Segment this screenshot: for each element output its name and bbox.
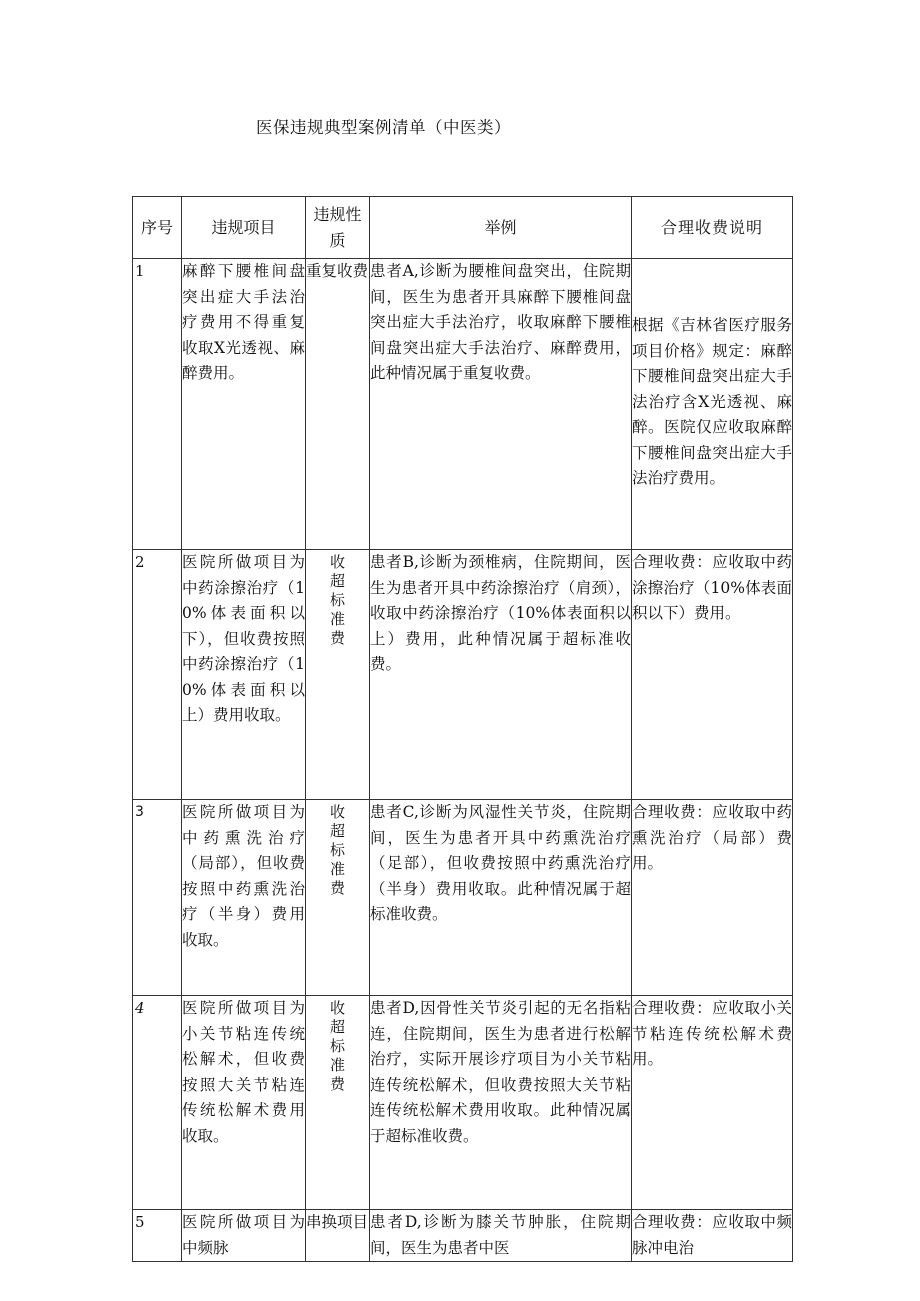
violation-nature: 重复收费 [306, 259, 370, 550]
nature-char: 超 [329, 822, 345, 840]
nature-char: 费 [329, 1075, 345, 1093]
nature-char: 标 [329, 591, 345, 609]
fee-explanation: 根据《吉林省医疗服务项目价格》规定：麻醉下腰椎间盘突出症大手法治疗含X光透视、麻醉。医院仅应收取麻醉下腰椎间盘突出症大手法治疗费用。 [632, 259, 793, 550]
nature-char: 准 [329, 610, 345, 628]
example-text: 患者D,因骨性关节炎引起的无名指粘连，住院期间，医生为患者进行松解治疗，实际开展诊疗项目为小关节粘连传统松解术，但收费按照大关节粘连传统松解术费用收取。此种情况属于超标准收费。 [370, 996, 632, 1210]
header-item: 违规项目 [182, 197, 306, 259]
header-no: 序号 [133, 197, 182, 259]
violation-nature [306, 800, 370, 996]
nature-vertical-text [306, 553, 369, 648]
nature-char: 超 [329, 1018, 345, 1036]
nature-vertical-text [306, 999, 369, 1094]
nature-char: 费 [329, 629, 345, 647]
document-title: 医保违规典型案例清单（中医类） [256, 118, 511, 137]
fee-explanation: 合理收费：应收取中频脉冲电治 [632, 1210, 793, 1262]
nature-char: 准 [329, 860, 345, 878]
row-number: 5 [133, 1210, 182, 1262]
table-row [133, 996, 793, 1210]
example-text: 患者C,诊断为风湿性关节炎，住院期间，医生为患者开具中药熏洗治疗（足部），但收费按照中药熏洗治疗（半身）费用收取。此种情况属于超标准收费。 [370, 800, 632, 996]
nature-char: 收 [329, 553, 345, 571]
fee-explanation: 合理收费：应收取中药熏洗治疗（局部）费用。 [632, 800, 793, 996]
fee-explanation: 合理收费：应收取中药涂擦治疗（10%体表面积以下）费用。 [632, 550, 793, 800]
nature-char: 费 [329, 879, 345, 897]
fee-explanation: 合理收费：应收取小关节粘连传统松解术费用。 [632, 996, 793, 1210]
violation-item: 医院所做项目为中药涂擦治疗（10%体表面积以下），但收费按照中药涂擦治疗（10%体表面积以上）费用收取。 [182, 550, 306, 800]
row-number: 2 [133, 550, 182, 800]
header-example: 举例 [370, 197, 632, 259]
nature-char: 标 [329, 841, 345, 859]
nature-char: 收 [329, 803, 345, 821]
nature-vertical-text [306, 803, 369, 898]
row-number: 1 [133, 259, 182, 550]
violation-item: 麻醉下腰椎间盘突出症大手法治疗费用不得重复收取X光透视、麻醉费用。 [182, 259, 306, 550]
violation-case-table [132, 196, 793, 1262]
table-row [133, 1210, 793, 1262]
row-number: 4 [133, 996, 182, 1210]
table-row [133, 550, 793, 800]
example-text: 患者D,诊断为膝关节肿胀，住院期间，医生为患者中医 [370, 1210, 632, 1262]
nature-char: 标 [329, 1037, 345, 1055]
header-explain: 合理收费说明 [632, 197, 793, 259]
violation-item: 医院所做项目为中药熏洗治疗（局部），但收费按照中药熏洗治疗（半身）费用收取。 [182, 800, 306, 996]
table-row [133, 259, 793, 550]
header-nature: 违规性质 [306, 197, 370, 259]
violation-nature [306, 550, 370, 800]
violation-item: 医院所做项目为小关节粘连传统松解术，但收费按照大关节粘连传统松解术费用收取。 [182, 996, 306, 1210]
example-text: 患者A,诊断为腰椎间盘突出，住院期间，医生为患者开具麻醉下腰椎间盘突出症大手法治疗，收取麻醉下腰椎间盘突出症大手法治疗、麻醉费用，此种情况属于重复收费。 [370, 259, 632, 550]
nature-char: 超 [329, 572, 345, 590]
violation-item: 医院所做项目为中频脉 [182, 1210, 306, 1262]
table-header-row [133, 197, 793, 259]
nature-char: 收 [329, 999, 345, 1017]
table-row [133, 800, 793, 996]
example-text: 患者B,诊断为颈椎病，住院期间，医生为患者开具中药涂擦治疗（肩颈），收取中药涂擦治疗（10%体表面积以上）费用，此种情况属于超标准收费。 [370, 550, 632, 800]
violation-nature: 串换项目 [306, 1210, 370, 1262]
row-number: 3 [133, 800, 182, 996]
nature-char: 准 [329, 1056, 345, 1074]
violation-nature [306, 996, 370, 1210]
